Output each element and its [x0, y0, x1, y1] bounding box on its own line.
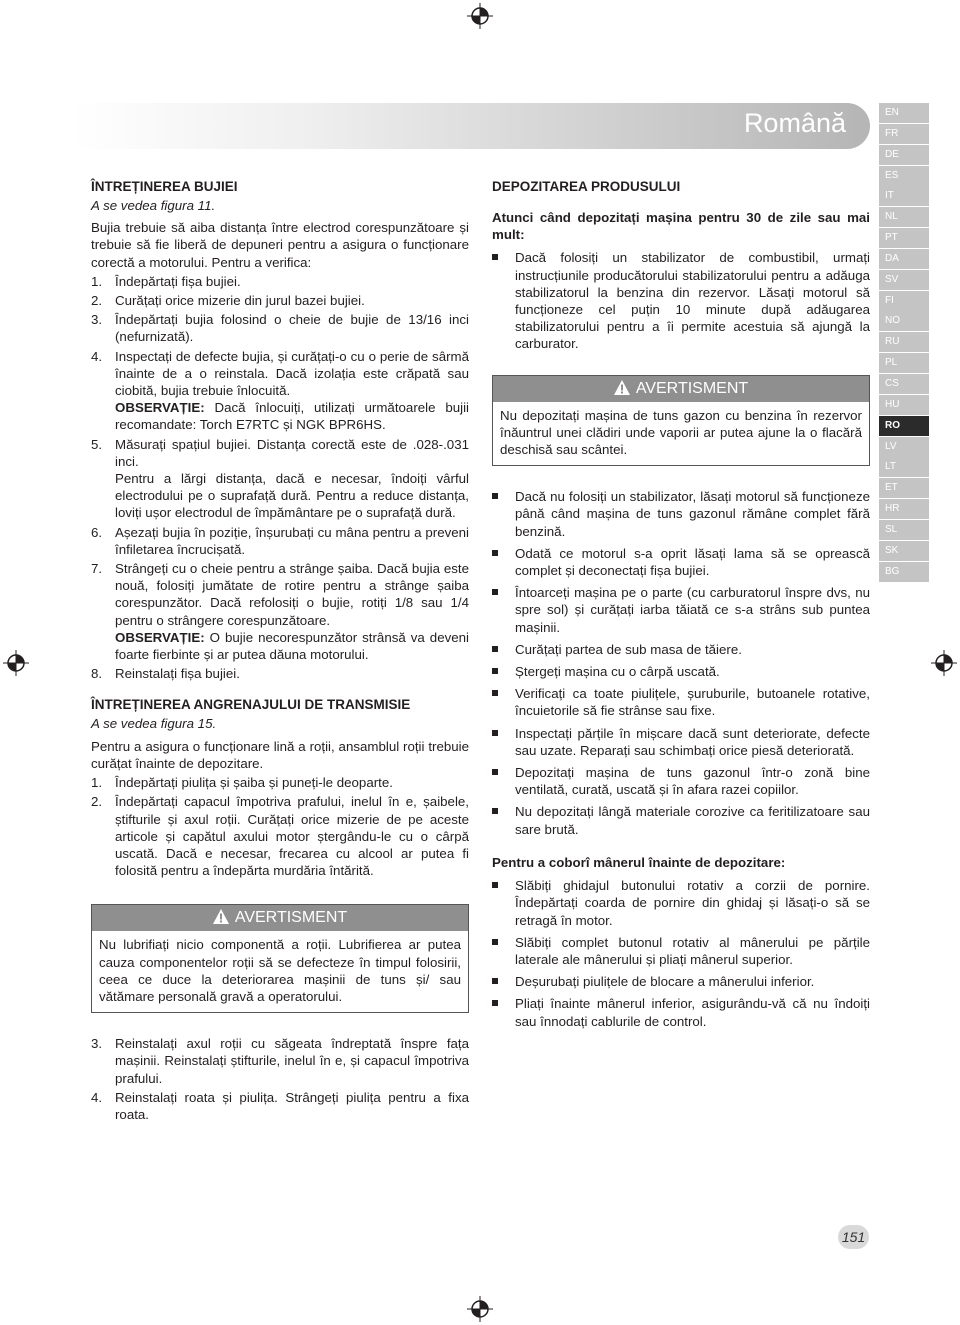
list-item-text: Reinstalați fișa bujiei.: [115, 666, 240, 682]
bullet-text: Verificați ca toate piulițele, șuruburile, butoanele rotative, încuietorile să fie strânse sau fixe.: [515, 686, 870, 719]
spark-see-figure: A se vedea figura 11.: [91, 198, 216, 213]
bullet-item: [492, 685, 870, 719]
language-tab-lt[interactable]: LT: [879, 457, 929, 477]
list-item-number: 2.: [91, 293, 103, 309]
language-tab-pl[interactable]: PL: [879, 353, 929, 373]
square-bullet-icon: [492, 249, 515, 352]
registration-mark-left-icon: [3, 650, 29, 676]
square-bullet-icon: [492, 803, 515, 837]
bullet-item: [492, 725, 870, 759]
square-bullet-icon: [492, 663, 515, 680]
language-tab-ro[interactable]: RO: [879, 416, 929, 436]
list-item-text: Îndepărtați fișa bujiei.: [115, 273, 241, 289]
list-item-text: Strângeți cu o cheie pentru a strânge șaiba. Dacă bujia este nouă, folosiți jumătate de rotire pentru a strânge șaiba corespunzător. Dacă refolosiți o bujie, rotiți 1/8 sau 1/4 pentru o strângere corespunzătoare.: [115, 561, 469, 628]
square-bullet-icon: [492, 995, 515, 1029]
warning-triangle-icon: [614, 378, 630, 404]
warning-text: Nu lubrifiați nicio componentă a roții. Lubrifierea ar putea cauza componentelor roții să se defecteze în timpul folosirii, ceea ce duce la deteriorarea mașinii de tuns și/ sau vătămare personală gravă a operatorului.: [99, 937, 461, 1004]
list-item: [91, 793, 469, 879]
language-tab-de[interactable]: DE: [879, 145, 929, 165]
note-label: OBSERVAȚIE:: [115, 400, 205, 416]
bullet-text: Ștergeți mașina cu o cârpă uscată.: [515, 664, 720, 680]
square-bullet-icon: [492, 488, 515, 540]
spark-steps-list-3: [91, 524, 469, 629]
language-tab-da[interactable]: DA: [879, 249, 929, 269]
list-item-text: Îndepărtați piulița și șaiba și puneți-le deoparte.: [115, 775, 393, 791]
list-item-number: 1.: [91, 775, 103, 791]
bullet-text: Întoarceți mașina pe o parte (cu carburatorul înspre dvs, nu spre sol) și curățați iarba tăiată ce s-a strâns sub puntea mașinii.: [515, 585, 870, 635]
square-bullet-icon: [492, 973, 515, 990]
bullet-text: Curățați partea de sub masa de tăiere.: [515, 641, 742, 657]
language-tab-sv[interactable]: SV: [879, 270, 929, 290]
storage-bullets-2: [492, 488, 870, 838]
language-tab-cs[interactable]: CS: [879, 374, 929, 394]
bullet-text: Depozitați mașina de tuns gazonul într-o zonă bine ventilată, curată, uscată și în afara razei copiilor.: [515, 765, 870, 798]
warning-text: Nu depozitați mașina de tuns gazon cu benzina în rezervor înăuntrul unei clădiri unde vaporii ar putea ajune la o flacără deschisă sau scântei.: [500, 407, 862, 458]
list-item-number: 1.: [91, 273, 103, 289]
language-tab-lv[interactable]: LV: [879, 437, 929, 457]
list-item-number: 4.: [91, 348, 103, 364]
page-number: 151: [838, 1225, 869, 1249]
language-tab-list: [879, 103, 929, 582]
bullet-item: [492, 488, 870, 540]
bullet-item: [492, 877, 870, 929]
list-item: [91, 524, 469, 558]
list-item-number: 2.: [91, 794, 103, 810]
handle-section-title: Pentru a coborî mânerul înainte de depozitare:: [492, 854, 786, 870]
list-item-text: Inspectați de defecte bujia, și curățați-o cu o perie de sârmă înainte de a o reinstala. Dacă izolația este crăpată sau ciobită, bujia trebuie înlocuită.: [115, 348, 469, 399]
language-tab-ru[interactable]: RU: [879, 332, 929, 352]
bullet-text: Slăbiți complet butonul rotativ al mânerului pe părțile laterale ale mânerului și pliați mânerul superior.: [515, 934, 870, 967]
storage-warning-box: [492, 375, 870, 467]
list-item: [91, 311, 469, 345]
list-item: [91, 665, 469, 682]
list-item-number: 5.: [91, 436, 103, 452]
bullet-item: [492, 663, 870, 680]
registration-mark-right-icon: [931, 650, 957, 676]
language-tab-fr[interactable]: FR: [879, 124, 929, 144]
list-item-number: 4.: [91, 1089, 103, 1105]
list-item-text: Îndepărtați bujia folosind o cheie de bujie de 13/16 inci (nefurnizată).: [115, 312, 469, 345]
drive-steps-list-2: [91, 1035, 469, 1123]
storage-section-title: DEPOZITAREA PRODUSULUI: [492, 179, 681, 194]
bullet-item: [492, 641, 870, 658]
warning-header: [493, 376, 869, 402]
list-item-text: Îndepărtați capacul împotriva prafului, inelul în e, șaibele, știfturile și axul roții. Curățați orice mizerie de pe aceste articole și capătul axului motor ștergându-le cu o cârpă uscată. Dacă e necesar, frecarea cu alcool ar putea fi folosită pentru a îndepărta murdăria întărită.: [115, 794, 469, 879]
warning-title: AVERTISMENT: [635, 379, 749, 397]
left-column: [91, 178, 469, 1123]
storage-bullets-1: [492, 249, 870, 352]
list-item: [91, 436, 469, 470]
drive-intro: Pentru a asigura o funcționare lină a roții, ansamblul roții trebuie curățat înainte de depozitare.: [91, 738, 469, 771]
language-tab-bg[interactable]: BG: [879, 562, 929, 582]
bullet-item: [492, 995, 870, 1029]
bullet-text: Inspectați părțile în mișcare dacă sunt deteriorate, defecte sau uzate. Reparați sau schimbați orice piesă deteriorată.: [515, 725, 870, 758]
spark-intro: Bujia trebuie să aiba distanța între electrod corespunzătoare și trebuie să fie liberă de depuneri pentru a asigura o funcționare corectă a motorului. Pentru a verifica:: [91, 220, 469, 270]
language-tab-hr[interactable]: HR: [879, 499, 929, 519]
note-label: OBSERVAȚIE:: [115, 629, 205, 645]
square-bullet-icon: [492, 764, 515, 798]
storage-subtitle: Atunci când depozitați mașina pentru 30 de zile sau mai mult:: [492, 210, 870, 243]
warning-header: [92, 905, 468, 931]
list-item: [91, 273, 469, 290]
language-tab-fi[interactable]: FI: [879, 291, 929, 311]
bullet-item: [492, 973, 870, 990]
language-tab-es[interactable]: ES: [879, 166, 929, 186]
bullet-item: [492, 803, 870, 837]
warning-triangle-icon: [213, 907, 229, 933]
list-item: [91, 348, 469, 400]
square-bullet-icon: [492, 877, 515, 929]
bullet-item: [492, 545, 870, 579]
bullet-text: Dacă nu folosiți un stabilizator, lăsați motorul să funcționeze până când mașina de tuns gazonul rămâne complet fără benzină.: [515, 489, 870, 539]
bullet-item: [492, 584, 870, 636]
language-tab-pt[interactable]: PT: [879, 228, 929, 248]
language-title: Română: [743, 108, 846, 138]
language-tab-en[interactable]: EN: [879, 103, 929, 123]
list-item-number: 6.: [91, 524, 103, 540]
note-text: Dacă înlocuiți, utilizați următoarele bujii recomandate: Torch E7RTC și NGK BPR6HS.: [115, 400, 469, 433]
list-item: [91, 1035, 469, 1087]
square-bullet-icon: [492, 641, 515, 658]
spark-steps-list-4: [91, 665, 469, 682]
list-item-number: 8.: [91, 666, 103, 682]
language-tab-sl[interactable]: SL: [879, 520, 929, 540]
language-tab-sk[interactable]: SK: [879, 541, 929, 561]
drive-see-figure: A se vedea figura 15.: [91, 716, 217, 732]
list-item-text: Reinstalați axul roții cu săgeata îndreptată înspre fața mașinii. Reinstalați știfturile, inelul în e, și capacul împotriva prafului.: [115, 1036, 469, 1086]
note-text: O bujie necorespunzător strânsă va deveni foarte fierbinte și ar putea dăuna motorului.: [115, 629, 469, 663]
list-item-number: 3.: [91, 1036, 103, 1052]
language-header-bar: [70, 103, 870, 149]
right-column: [492, 178, 870, 1030]
square-bullet-icon: [492, 685, 515, 719]
spark-note-2: [115, 629, 469, 663]
bullet-text: Dacă folosiți un stabilizator de combustibil, urmați instrucțiunile producătorului stabilizatorului pentru a adăuga stabilizatorul la benzina din rezervor. Lăsați motorul să funcționeze cel puțin 10 minute după adăugarea stabilizatorului pentru a îi permite acestuia să ajungă la carburator.: [515, 250, 870, 352]
square-bullet-icon: [492, 934, 515, 968]
bullet-text: Odată ce motorul s-a oprit lăsați lama să se oprească complet și deconectați fișa bujiei.: [515, 545, 870, 579]
list-item: [91, 292, 469, 309]
bullet-item: [492, 249, 870, 352]
drive-section-title: ÎNTREȚINEREA ANGRENAJULUI DE TRANSMISIE: [91, 697, 411, 713]
square-bullet-icon: [492, 545, 515, 579]
bullet-text: Nu depozitați lângă materiale corozive ca feritilizatoare sau sare brută.: [515, 804, 870, 837]
spark-note-1: [115, 399, 469, 433]
bullet-text: Pliați înainte mânerul inferior, asigurându-vă că nu îndoiți sau înnodați cablurile de control.: [515, 996, 870, 1029]
square-bullet-icon: [492, 725, 515, 759]
list-item: [91, 774, 469, 791]
language-tab-et[interactable]: ET: [879, 478, 929, 498]
drive-steps-list: [91, 774, 469, 879]
language-tab-no[interactable]: NO: [879, 311, 929, 331]
registration-mark-top-icon: [467, 3, 493, 29]
spark-steps-list: [91, 273, 469, 399]
spark-steps-list-2: [91, 436, 469, 470]
list-item-text: Reinstalați roata și piulița. Strângeți piulița pentru a fixa roata.: [115, 1089, 469, 1122]
registration-mark-bottom-icon: [467, 1296, 493, 1322]
language-tab-hu[interactable]: HU: [879, 395, 929, 415]
bullet-item: [492, 764, 870, 798]
spark-plug-section-title: ÎNTREȚINEREA BUJIEI: [91, 179, 238, 194]
list-item-text: Așezați bujia în poziție, înșurubați cu mâna pentru a preveni înfiletarea încrucișată.: [115, 524, 469, 557]
list-item: [91, 1089, 469, 1123]
handle-bullets: [492, 877, 870, 1030]
list-item: [91, 560, 469, 629]
list-item-text: Măsurați spațiul bujiei. Distanța corectă este de .028-.031 inci.: [115, 436, 469, 469]
list-item-number: 7.: [91, 561, 103, 577]
bullet-item: [492, 934, 870, 968]
drive-warning-box: [91, 904, 469, 1013]
bullet-text: Slăbiți ghidajul butonului rotativ a corzii de pornire. Îndepărtați coarda de pornire din ghidaj și lăsați-o să se retragă în motor.: [515, 878, 870, 928]
square-bullet-icon: [492, 584, 515, 636]
bullet-text: Deșurubați piulițele de blocare a mânerului inferior.: [515, 974, 815, 990]
language-tab-it[interactable]: IT: [879, 186, 929, 206]
warning-title: AVERTISMENT: [234, 909, 348, 927]
list-item-text: Curățați orice mizerie din jurul bazei bujiei.: [115, 293, 365, 309]
language-tab-nl[interactable]: NL: [879, 207, 929, 227]
spark-step5-extra: Pentru a lărgi distanța, dacă e necesar, îndoiți vârful electrodului pe o suprafață dură. Pentru a reduce distanța, loviți ușor electrodul de împământare pe o suprafață dură.: [115, 471, 469, 521]
list-item-number: 3.: [91, 312, 103, 328]
